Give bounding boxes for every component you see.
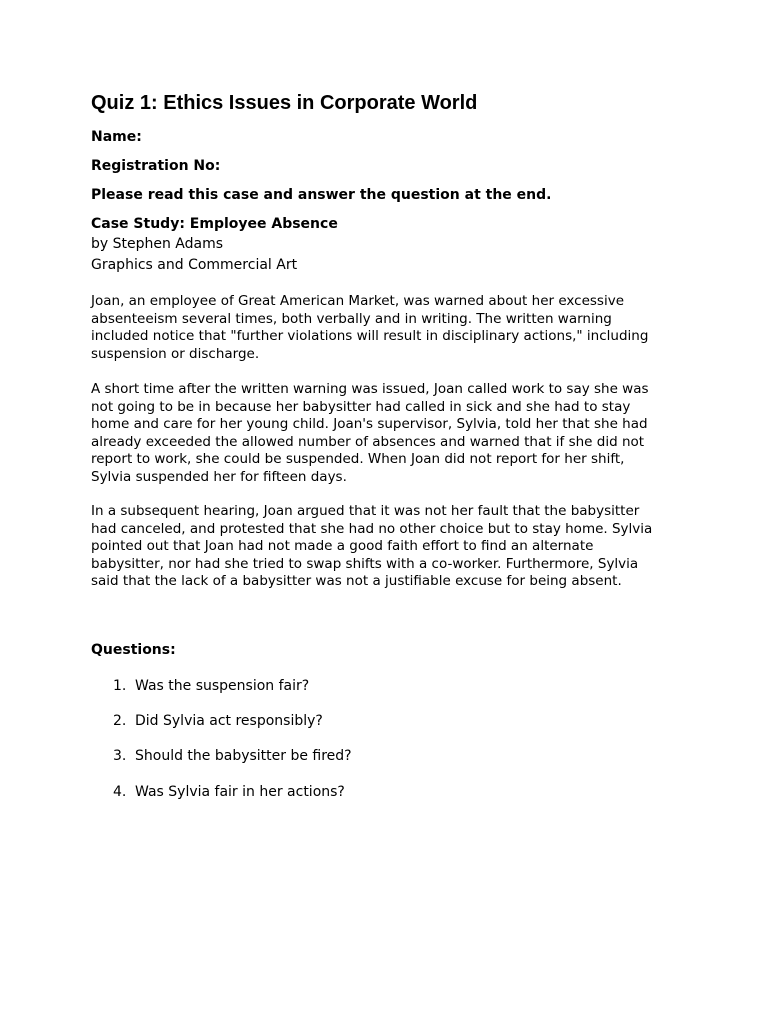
- paragraph-line: A short time after the written warning was issued, Joan called work to say she was: [91, 381, 649, 397]
- question-number: 1.: [113, 678, 127, 694]
- question-text: Was the suspension fair?: [135, 678, 310, 694]
- paragraph-line: report to work, she could be suspended. When Joan did not report for her shift,: [91, 451, 625, 467]
- question-number: 2.: [113, 713, 127, 729]
- case-study-affiliation: Graphics and Commercial Art: [91, 257, 298, 273]
- question-number: 4.: [113, 784, 127, 800]
- paragraph-line: pointed out that Joan had not made a good faith effort to find an alternate: [91, 538, 594, 554]
- paragraph-line: had canceled, and protested that she had no other choice but to stay home. Sylvia: [91, 520, 653, 537]
- paragraph-line: suspension or discharge.: [91, 345, 260, 362]
- paragraph-line: said that the lack of a babysitter was not a justifiable excuse for being absent.: [91, 573, 622, 589]
- paragraph-line: home and care for her young child. Joan's supervisor, Sylvia, told her that she had: [91, 416, 648, 432]
- question-item: [113, 713, 323, 729]
- paragraph-line: already exceeded the allowed number of absences and warned that if she did not: [91, 433, 645, 450]
- registration-label: Registration No:: [91, 158, 221, 174]
- question-text: Did Sylvia act responsibly?: [135, 713, 323, 729]
- quiz-title: Quiz 1: Ethics Issues in Corporate World: [91, 92, 478, 114]
- paragraph: [91, 293, 681, 363]
- question-item: [113, 678, 309, 694]
- question-item: [113, 748, 352, 764]
- paragraph: [91, 381, 681, 486]
- question-text: Was Sylvia fair in her actions?: [135, 784, 345, 800]
- questions-heading: Questions:: [91, 642, 176, 658]
- paragraph-line: absenteeism several times, both verbally and in writing. The written warning: [91, 310, 612, 327]
- question-item: [113, 784, 345, 800]
- paragraph-line: Joan, an employee of Great American Market, was warned about her excessive: [91, 293, 624, 309]
- paragraph: [91, 503, 681, 591]
- question-number: 3.: [113, 748, 127, 764]
- paragraph-line: included notice that "further violations will result in disciplinary actions," including: [91, 328, 649, 344]
- paragraph-line: Sylvia suspended her for fifteen days.: [91, 468, 347, 485]
- case-study-heading: Case Study: Employee Absence: [91, 216, 338, 232]
- name-label: Name:: [91, 129, 142, 145]
- paragraph-line: In a subsequent hearing, Joan argued that it was not her fault that the babysitter: [91, 503, 640, 519]
- paragraph-line: not going to be in because her babysitter had called in sick and she had to stay: [91, 398, 631, 415]
- instruction-text: Please read this case and answer the question at the end.: [91, 187, 552, 203]
- paragraph-line: babysitter, nor had she tried to swap shifts with a co-worker. Furthermore, Sylvia: [91, 555, 639, 572]
- question-text: Should the babysitter be fired?: [135, 748, 352, 764]
- case-study-author: by Stephen Adams: [91, 236, 224, 252]
